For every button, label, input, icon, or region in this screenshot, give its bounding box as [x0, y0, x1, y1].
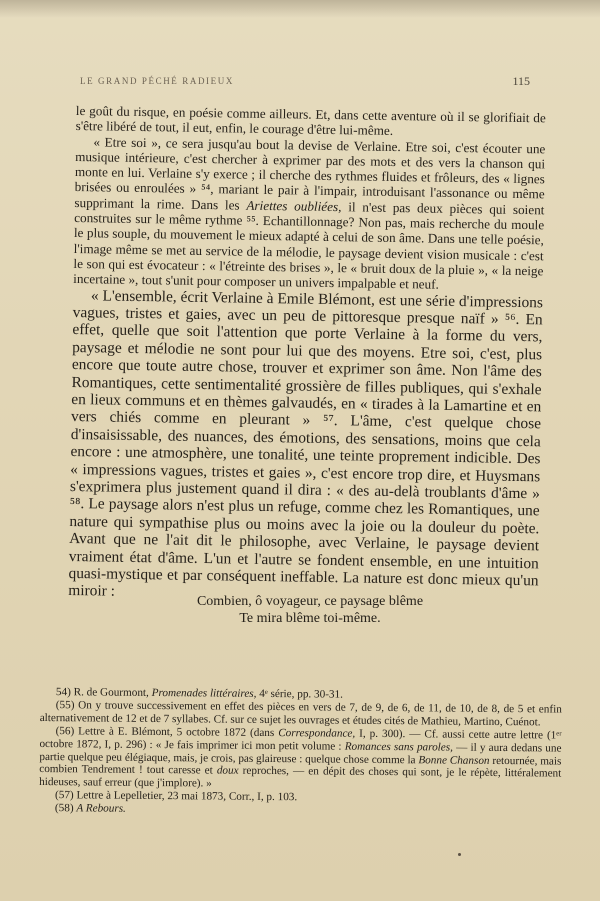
footnote-54-title: Promenades littéraires,	[151, 686, 257, 700]
footnote-56-title-2: Romances sans paroles,	[344, 740, 453, 754]
ariettes-title: Ariettes oubliées,	[246, 197, 342, 214]
paragraph-2-text: « Etre soi », ce sera jusqu'au bout la devise de Verlaine. Etre soi, c'est écouter une musique intérieure, c'est chercher à exprimer par des mots et des vers la chanson qui monte en lui. Verlaine s'y exerce ; il cherche des rythmes fluides et frôleurs, des « lignes brisées ou enroulées » ⁵⁴, mariant le pair à l'impair, introduisant l'assonance ou même supprimant la rime. Dans les	[74, 133, 546, 213]
body-text	[68, 103, 546, 607]
verse-quotation	[150, 593, 470, 627]
verse-line-1: Combien, ô voyageur, ce paysage blême	[196, 594, 424, 609]
footnote-55: (55) On y trouve successivement en effet des pièces en vers de 7, de 9, de 6, de 11, de 10, de 8, de 5 et enfin alternativement de 12 et de 7 syllabes. Cf. sur ce sujet les ouvrages et études cités de Mathieu, Martino, Cuénot.	[39, 699, 562, 729]
footnotes	[39, 686, 562, 820]
paragraph-1: le goût du risque, en poésie comme ailleurs. Et, dans cette aventure où il se glorifiait de s'être libéré de tout, il eut, enfin, le courage d'être lui-même.	[75, 103, 546, 139]
footnote-56-emphasis: doux	[216, 764, 239, 778]
footnote-58-number: (58)	[54, 802, 74, 815]
paragraph-2-tail: il n'est pas deux pièces qui soient construites sur le même rythme ⁵⁵. Echantillonnage? Non pas, mais recherche du moule le plus souple, du mouvement le mieux adapté à celui de son âme. Dans une telle poésie, l'image même se met au service de la mélodie, le paysage devient vision musicale : c'est le son qui est évocateur : « l'étreinte des brises », le « bruit doux de la pluie », « la neige incertaine », tout s'unit pour composer un univers impalpable et neuf.	[73, 199, 545, 292]
running-header	[80, 76, 560, 92]
paragraph-2	[73, 134, 545, 294]
page-number: 115	[512, 74, 530, 88]
footnote-56-text-c: — il y aura dedans une partie quelque peu élégiaque, mais, je crois, pas glaireuse : quelque chose comme la	[39, 741, 562, 766]
footnote-56-text-d: retournée, mais combien Tendrement ! tout caresse et	[39, 754, 562, 777]
verse-line-2: Te mira blême toi-même.	[239, 611, 381, 626]
footnote-56-text-e: reproches, — en dépit des choses qui sont, je le répète, littéralement hideuses, sauf erreur (que j'implore). »	[39, 765, 562, 790]
paragraph-3: « L'ensemble, écrit Verlaine à Emile Blémont, est une série d'impressions vagues, tristes et gaies, avec un peu de pittoresque presque naïf » ⁵⁶. En effet, quelle que soit l'attention que porte Verlaine à la forme du vers, paysage et mélodie ne sont pour lui que des moyens. Etre soi, c'est, plus encore que toute autre chose, trouver et exprimer son âme. Non l'âme des Romantiques, cette sentimentalité grossière de filles publiques, qui s'exhale en lieux communs et en thèmes galvaudés, en « tirades à la Lamartine et en vers chiés comme en pleurant » ⁵⁷. L'âme, c'est quelque chose d'insaisissable, des nuances, des émotions, des sensations, moins que cela encore : une atmosphère, une tonalité, une teinte proprement indicible. Des « impressions vagues, tristes et gaies », c'est encore trop dire, et Huysmans s'exprimera plus justement quand il dira : « des au-delà troublants d'âme » ⁵⁸. Le paysage alors n'est plus un refuge, comme chez les Romantiques, une nature qui sympathise plus ou moins avec la joie ou la douleur du poète. Avant que ne l'ait dit le philosophe, avec Verlaine, le paysage devient vraiment état d'âme. L'un et l'autre se fondent ensemble, en une intuition quasi-mystique et par conséquent ineffable. La nature est donc mieux qu'un miroir :	[68, 286, 544, 601]
footnote-54-text: 54) R. de Gourmont,	[55, 686, 149, 699]
footnote-56-text-b: I, p. 300). — Cf. aussi cette autre lettre (1ᵉʳ octobre 1872, I, p. 296) : « Je fais imprimer ici mon petit volume :	[39, 727, 562, 753]
footnote-56	[39, 725, 562, 794]
footnote-57: (57) Lettre à Lepelletier, 23 mai 1873, Corr., I, p. 103.	[54, 789, 298, 804]
footnote-56-title-3: Bonne Chanson	[418, 753, 490, 767]
footnote-56-title-1: Correspondance,	[278, 726, 356, 740]
footnote-58-title: A Rebours.	[76, 802, 126, 815]
ink-speck	[458, 853, 461, 856]
footnote-56-text-a: (56) Lettre à E. Blémont, 5 octobre 1872 (dans	[55, 724, 275, 739]
footnote-54-ref: 4ᵉ série, pp. 30-31.	[259, 687, 343, 701]
running-title: LE GRAND PÉCHÉ RADIEUX	[80, 76, 234, 86]
